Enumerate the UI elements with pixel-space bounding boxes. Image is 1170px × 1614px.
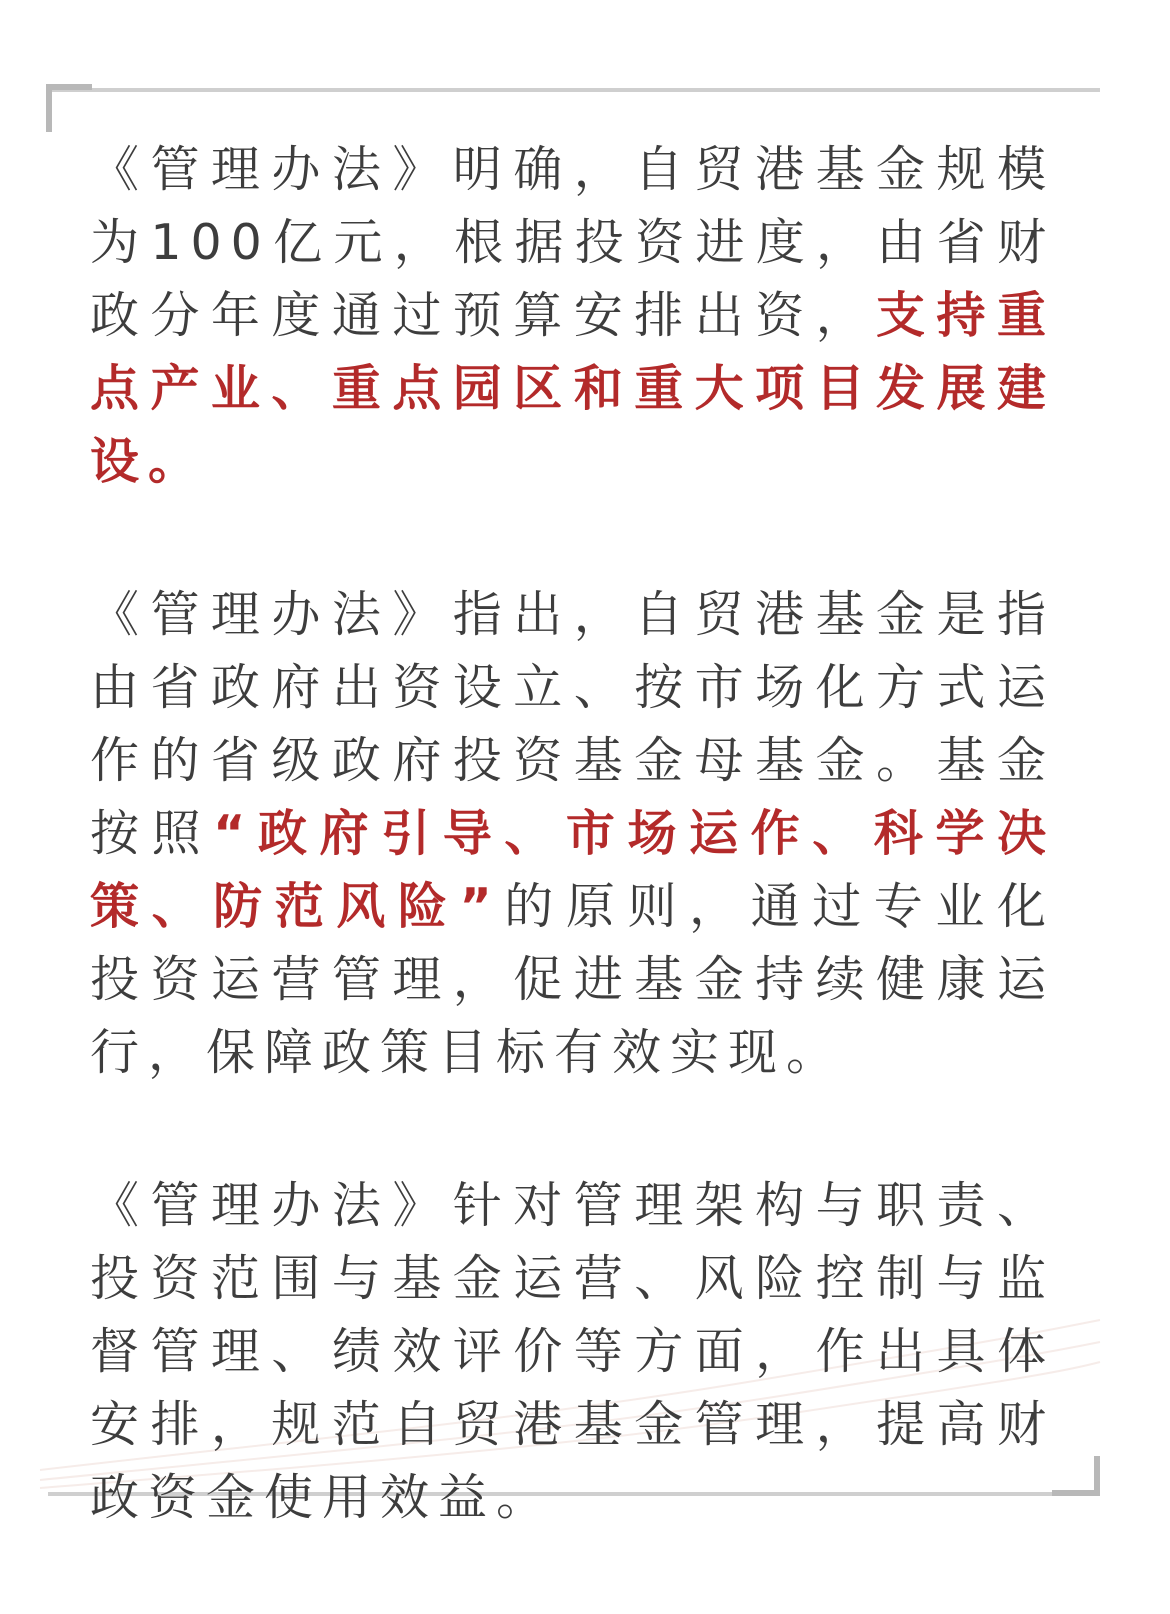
article-body [90,133,1055,1614]
paragraph-3-text: 《管理办法》针对管理架构与职责、投资范围与基金运营、风险控制与监督管理、绩效评价等方面，作出具体安排，规范自贸港基金管理，提高财政资金使用效益。 [90,1177,1055,1526]
paragraph-1-text: 《管理办法》明确，自贸港基金规模为100亿元，根据投资进度，由省财政分年度通过预算安排出资， [90,141,1055,344]
paragraph-2-highlight: “政府引导、市场运作、科学决策、防范风险” [90,805,1055,935]
paragraph-2 [90,578,1055,1089]
paragraph-2-text: 《管理办法》指出，自贸港基金是指由省政府出资设立、按市场化方式运作的省级政府投资基金母基金。基金按照 [90,586,1055,862]
paragraph-1-highlight: 支持重点产业、重点园区和重大项目发展建设。 [90,287,1055,490]
paragraph-1 [90,133,1055,498]
paragraph-3 [90,1169,1055,1534]
paragraph-2-text-after: 的原则，通过专业化投资运营管理，促进基金持续健康运行，保障政策目标有效实现。 [90,878,1055,1081]
